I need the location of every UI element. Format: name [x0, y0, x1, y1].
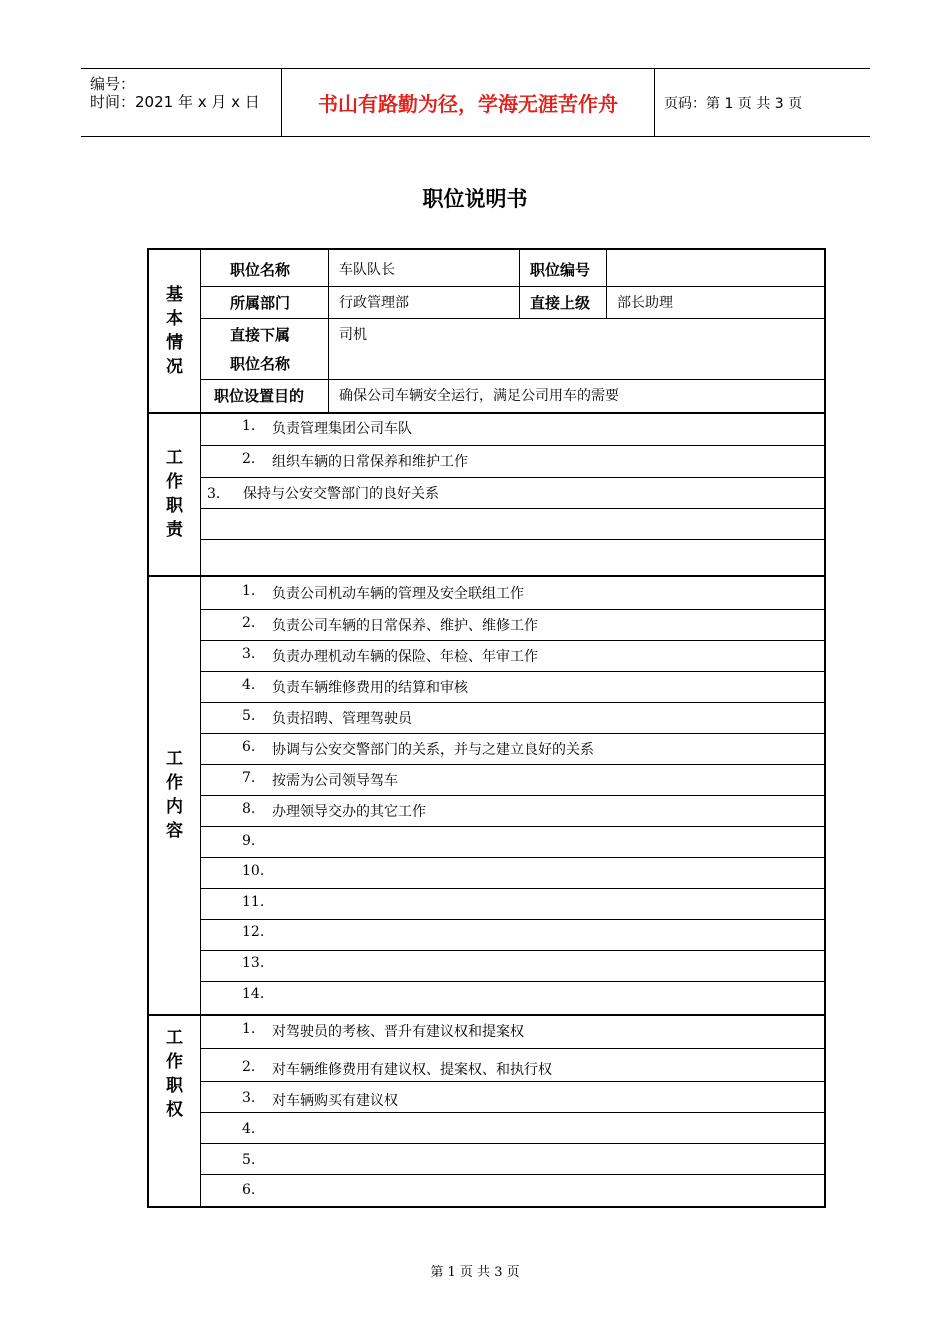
content-text: 负责公司车辆的日常保养、维护、维修工作 — [272, 618, 538, 634]
content-text: 按需为公司领导驾车 — [272, 773, 398, 789]
row-divider — [200, 733, 824, 734]
section-label-content — [149, 575, 200, 1014]
authority-num: 5. — [242, 1152, 256, 1168]
col-divider — [606, 250, 607, 318]
supervisor-value: 部长助理 — [617, 295, 673, 311]
content-text: 负责招聘、管理驾驶员 — [272, 711, 412, 727]
content-text: 负责车辆维修费用的结算和审核 — [272, 680, 468, 696]
duty-text: 组织车辆的日常保养和维护工作 — [272, 454, 468, 470]
section-label-char: 职 — [166, 495, 183, 516]
section-label-char: 情 — [166, 333, 183, 353]
position-no-label: 职位编号 — [530, 261, 591, 279]
content-num: 11. — [242, 894, 265, 910]
row-divider — [200, 1048, 824, 1049]
section-label-char: 基 — [166, 285, 183, 305]
row-divider — [200, 477, 824, 478]
serial-label: 编号： — [90, 75, 136, 93]
subordinate-label-line1: 直接下属 — [230, 326, 291, 344]
section-label-char: 权 — [166, 1100, 183, 1120]
duty-num: 1. — [242, 418, 256, 434]
section-label-char: 工 — [166, 748, 183, 769]
section-divider — [149, 575, 824, 577]
row-divider — [200, 609, 824, 610]
row-divider — [200, 702, 824, 703]
purpose-value: 确保公司车辆安全运行，满足公司用车的需要 — [339, 388, 619, 404]
row-divider — [200, 318, 824, 319]
section-label-char: 工 — [166, 447, 183, 468]
section-divider — [149, 412, 824, 414]
authority-num: 2. — [242, 1059, 256, 1075]
position-name-label: 职位名称 — [230, 261, 291, 279]
content-num: 10. — [242, 863, 265, 879]
authority-num: 1. — [242, 1021, 256, 1037]
content-num: 1. — [242, 583, 256, 599]
page-footer: 第 1 页 共 3 页 — [430, 1265, 520, 1280]
section-label-char: 职 — [166, 1076, 183, 1096]
section-label-char: 作 — [166, 1052, 183, 1072]
document-header — [81, 68, 870, 137]
row-divider — [200, 640, 824, 641]
page-title: 职位说明书 — [422, 187, 528, 211]
row-divider — [200, 1174, 824, 1175]
section-label-char: 责 — [166, 519, 183, 540]
header-page-info: 页码：第 1 页 共 3 页 — [664, 96, 803, 112]
section-label-duties — [149, 412, 200, 575]
purpose-label: 职位设置目的 — [214, 387, 305, 405]
content-num: 8. — [242, 801, 256, 817]
subordinate-label-line2: 职位名称 — [230, 355, 291, 373]
content-num: 13. — [242, 955, 265, 971]
row-divider — [200, 445, 824, 446]
label-column-divider — [200, 250, 201, 1206]
section-label-char: 作 — [166, 471, 183, 492]
row-divider — [200, 671, 824, 672]
content-num: 14. — [242, 986, 265, 1002]
row-divider — [200, 950, 824, 951]
section-label-char: 工 — [166, 1028, 183, 1048]
duty-num: 3． — [207, 486, 230, 502]
content-text: 负责办理机动车辆的保险、年检、年审工作 — [272, 649, 538, 665]
row-divider — [200, 764, 824, 765]
row-divider — [200, 508, 824, 509]
row-divider — [200, 857, 824, 858]
section-label-char: 本 — [166, 309, 183, 329]
authority-num: 3. — [242, 1090, 256, 1106]
department-value: 行政管理部 — [339, 295, 409, 311]
content-num: 6. — [242, 739, 256, 755]
duty-num: 2. — [242, 451, 256, 467]
header-motto: 书山有路勤为径，学海无涯苦作舟 — [282, 69, 655, 136]
authority-num: 4. — [242, 1121, 256, 1137]
content-text: 办理领导交办的其它工作 — [272, 804, 426, 820]
row-divider — [200, 1112, 824, 1113]
section-label-authority — [149, 1014, 200, 1134]
subordinate-value: 司机 — [339, 327, 367, 343]
authority-text: 对车辆维修费用有建议权、提案权、和执行权 — [272, 1062, 552, 1078]
duty-text: 保持与公安交警部门的良好关系 — [243, 486, 439, 502]
section-label-char: 容 — [166, 820, 183, 841]
content-text: 协调与公安交警部门的关系，并与之建立良好的关系 — [272, 742, 594, 758]
content-num: 3. — [242, 646, 256, 662]
section-divider — [149, 1014, 824, 1016]
section-label-char: 作 — [166, 772, 183, 793]
row-divider — [200, 1081, 824, 1082]
row-divider — [200, 539, 824, 540]
row-divider — [200, 981, 824, 982]
authority-num: 6. — [242, 1182, 256, 1198]
row-divider — [200, 795, 824, 796]
job-description-table — [147, 248, 826, 1208]
position-name-value: 车队队长 — [339, 262, 395, 278]
department-label: 所属部门 — [230, 294, 291, 312]
authority-text: 对驾驶员的考核、晋升有建议权和提案权 — [272, 1024, 524, 1040]
row-divider — [200, 919, 824, 920]
section-label-char: 内 — [166, 796, 183, 817]
section-label-char: 况 — [166, 357, 183, 377]
header-meta — [81, 69, 282, 136]
duty-text: 负责管理集团公司车队 — [272, 421, 412, 437]
section-label-basic — [149, 250, 200, 412]
supervisor-label: 直接上级 — [530, 294, 591, 312]
content-num: 12. — [242, 924, 265, 940]
row-divider — [200, 826, 824, 827]
row-divider — [200, 1143, 824, 1144]
row-divider — [200, 379, 824, 380]
time-label: 时间：2021 年 x 月 x 日 — [90, 93, 260, 111]
content-text: 负责公司机动车辆的管理及安全联组工作 — [272, 586, 524, 602]
col-divider — [328, 250, 329, 412]
col-divider — [519, 250, 520, 318]
row-divider — [200, 286, 824, 287]
content-num: 9. — [242, 833, 256, 849]
content-num: 5. — [242, 708, 256, 724]
content-num: 7. — [242, 770, 256, 786]
authority-text: 对车辆购买有建议权 — [272, 1093, 398, 1109]
content-num: 2. — [242, 615, 256, 631]
content-num: 4. — [242, 677, 256, 693]
row-divider — [200, 888, 824, 889]
